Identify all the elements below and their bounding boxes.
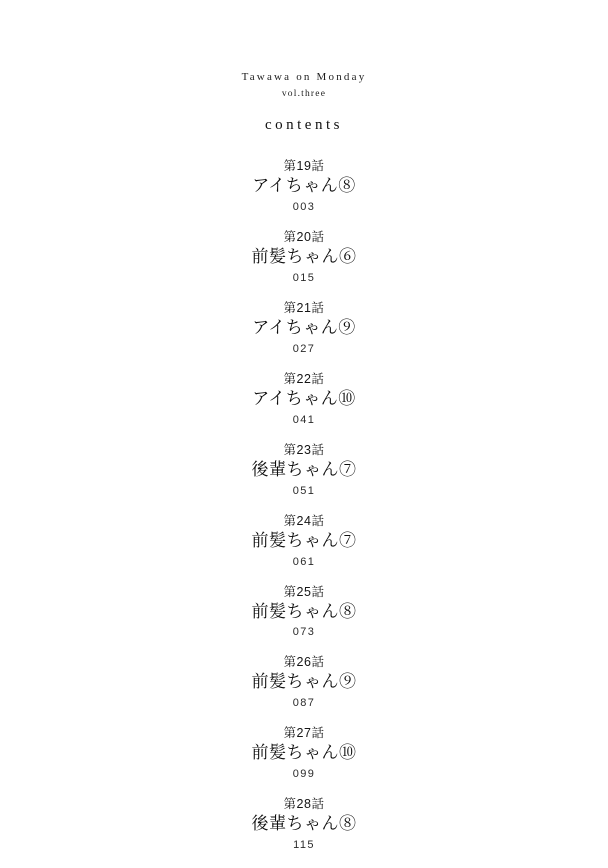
volume-label: vol.three <box>281 88 327 99</box>
chapter-title: アイちゃん⑧ <box>252 175 356 195</box>
chapter-number: 第20話 <box>283 229 325 244</box>
list-item <box>252 159 355 213</box>
chapter-page-number: 087 <box>292 697 316 710</box>
series-title: Tawawa on Monday <box>241 71 367 83</box>
chapter-number: 第21話 <box>283 300 325 315</box>
list-item <box>252 301 355 355</box>
masthead <box>242 70 367 135</box>
list-item <box>252 797 357 851</box>
list-item <box>252 514 357 568</box>
chapter-number: 第26話 <box>283 655 325 670</box>
chapter-page-number: 115 <box>293 839 315 852</box>
chapter-title: 前髪ちゃん⑩ <box>251 743 357 763</box>
toc-list <box>0 159 608 868</box>
chapter-page-number: 041 <box>292 413 316 426</box>
chapter-title: アイちゃん⑨ <box>252 317 356 337</box>
chapter-number: 第27話 <box>283 726 325 741</box>
chapter-number: 第23話 <box>283 442 325 457</box>
chapter-title: アイちゃん⑩ <box>252 388 356 408</box>
chapter-title: 前髪ちゃん⑨ <box>251 672 357 692</box>
chapter-number: 第19話 <box>283 158 325 173</box>
chapter-number: 第22話 <box>283 371 325 386</box>
chapter-page-number: 051 <box>292 484 316 497</box>
list-item <box>252 585 357 639</box>
chapter-page-number: 099 <box>292 768 316 781</box>
chapter-title: 後輩ちゃん⑦ <box>251 459 357 479</box>
chapter-number: 第24話 <box>283 513 325 528</box>
chapter-page-number: 003 <box>292 200 316 213</box>
list-item <box>252 372 355 426</box>
chapter-page-number: 073 <box>292 626 316 639</box>
chapter-title: 前髪ちゃん⑧ <box>251 601 357 621</box>
list-item <box>252 443 357 497</box>
chapter-page-number: 061 <box>292 555 316 568</box>
chapter-title: 前髪ちゃん⑥ <box>251 246 357 266</box>
list-item <box>252 726 357 780</box>
chapter-number: 第28話 <box>283 797 325 812</box>
list-item <box>252 655 357 709</box>
chapter-title: 後輩ちゃん⑧ <box>251 814 357 834</box>
chapter-title: 前髪ちゃん⑦ <box>251 530 357 550</box>
chapter-number: 第25話 <box>283 584 325 599</box>
chapter-page-number: 015 <box>292 271 316 284</box>
page-title: contents <box>264 116 343 133</box>
list-item <box>252 230 357 284</box>
chapter-page-number: 027 <box>292 342 316 355</box>
